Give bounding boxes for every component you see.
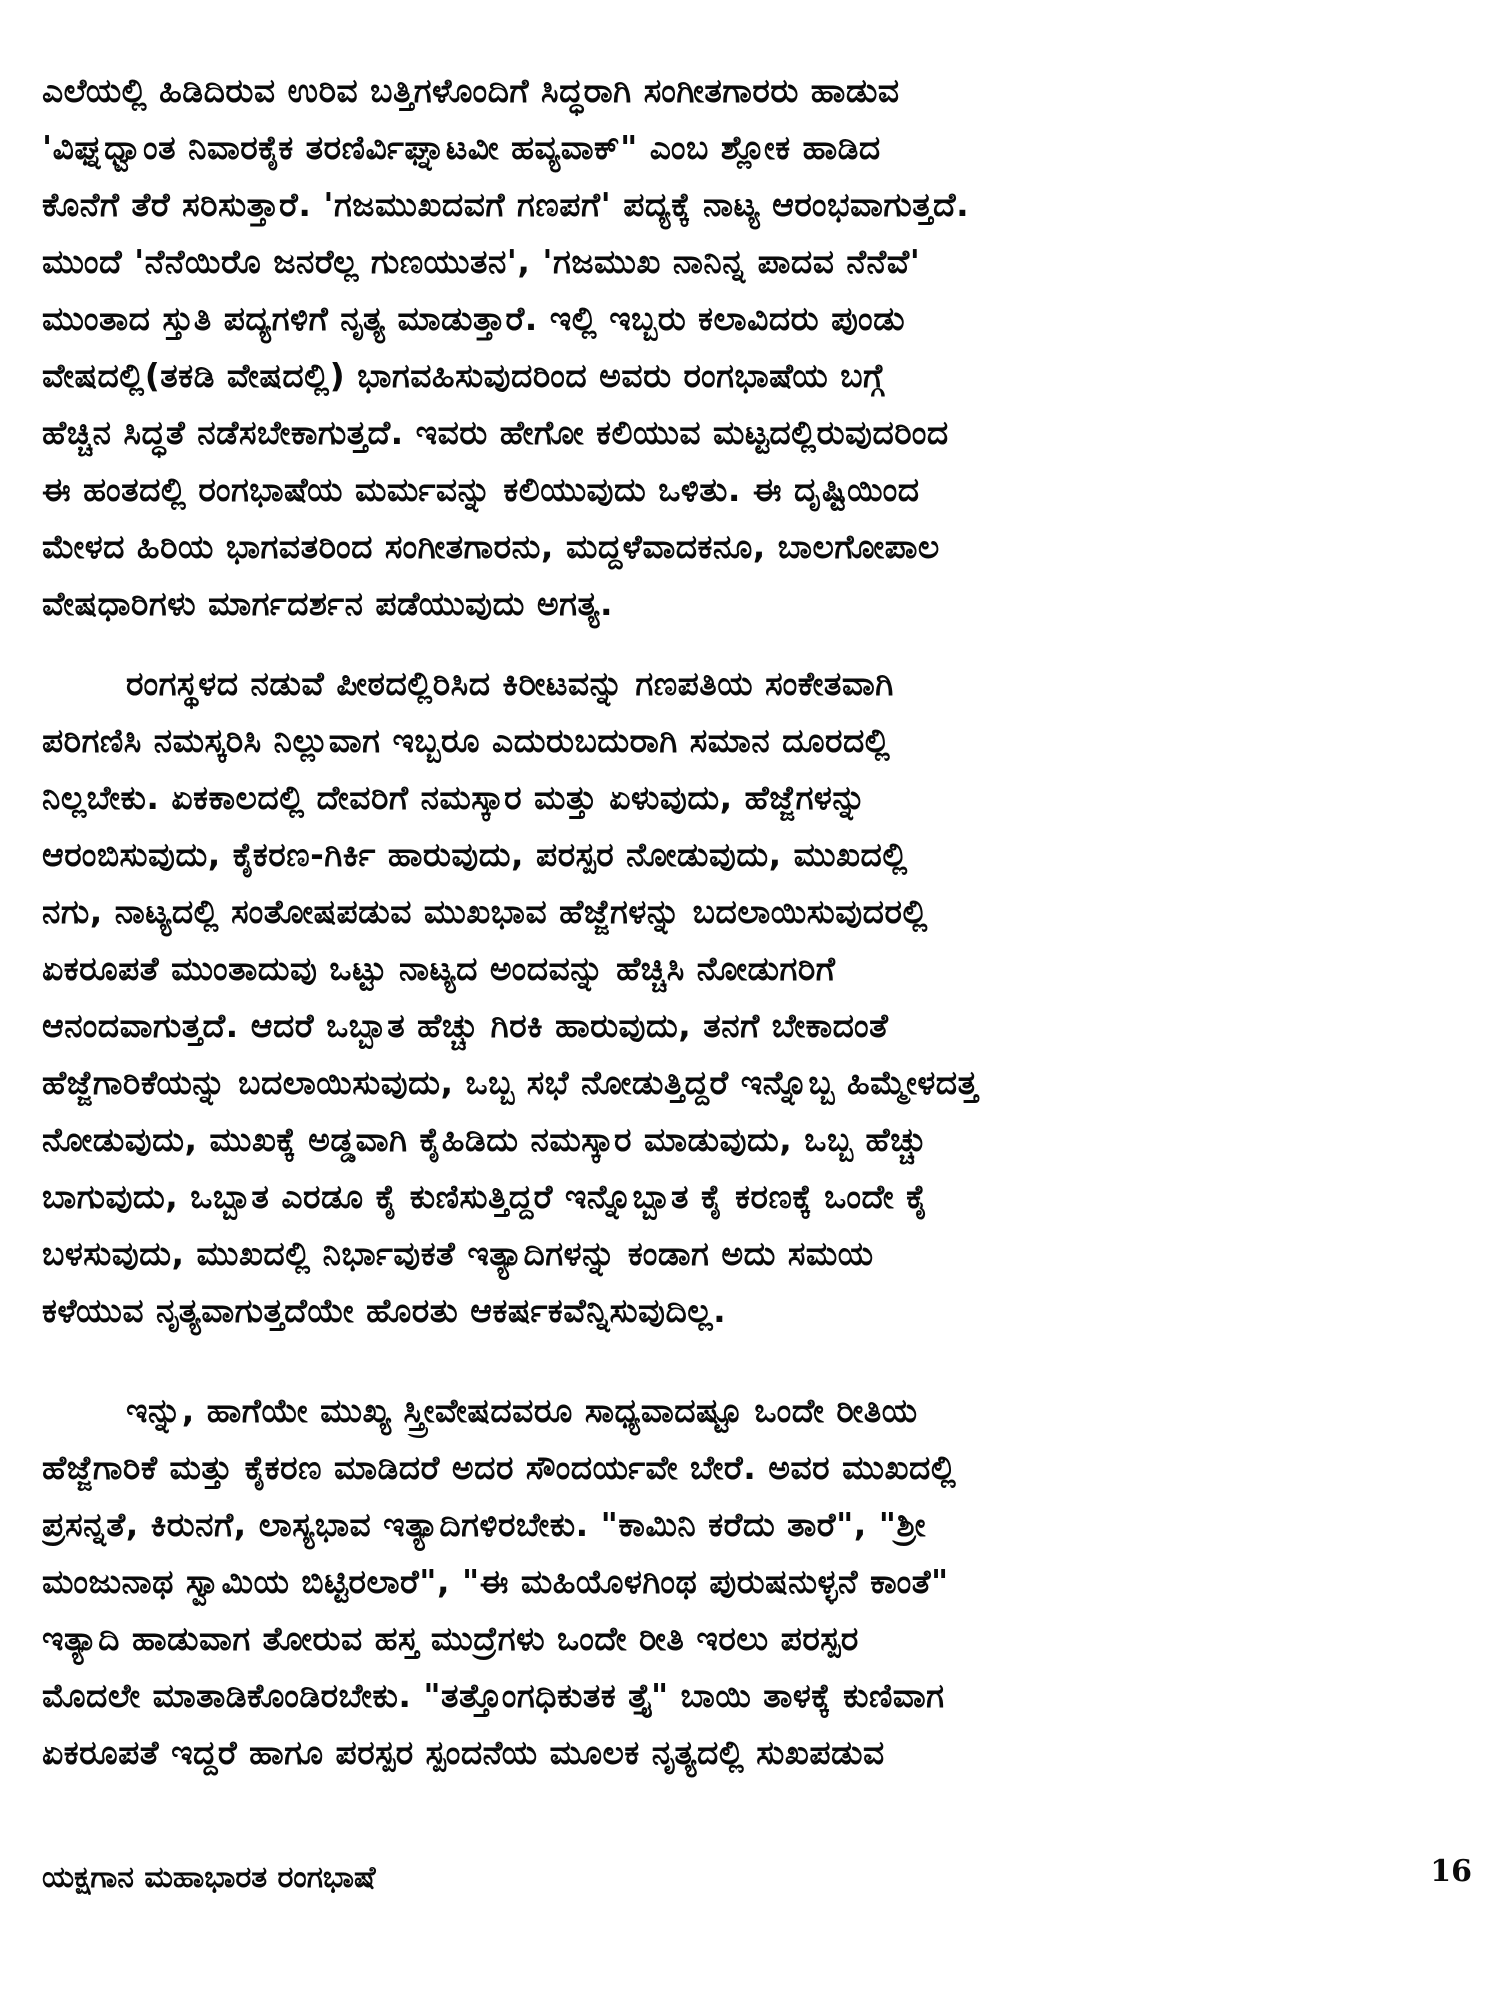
text-line: ಏಕರೂಪತೆ ಇದ್ದರೆ ಹಾಗೂ ಪರಸ್ಪರ ಸ್ಪಂದನೆಯ ಮೂಲಕ ನೃತ್ಯದಲ್ಲಿ ಸುಖಪಡುವ xyxy=(42,1733,885,1772)
text-line: ಕಳೆಯುವ ನೃತ್ಯವಾಗುತ್ತದೆಯೇ ಹೊರತು ಆಕರ್ಷಕವೆನ್ನಿಸುವುದಿಲ್ಲ. xyxy=(42,1291,727,1330)
text-line: ಮುಂದೆ 'ನೆನೆಯಿರೊ ಜನರೆಲ್ಲ ಗುಣಯುತನ', 'ಗಜಮುಖ ನಾನಿನ್ನ ಪಾದವ ನೆನೆವೆ' xyxy=(42,242,921,281)
text-line: ಇತ್ಯಾದಿ ಹಾಡುವಾಗ ತೋರುವ ಹಸ್ತ ಮುದ್ರೆಗಳು ಒಂದೇ ರೀತಿ ಇರಲು ಪರಸ್ಪರ xyxy=(42,1619,859,1658)
text-line: ಮಂಜುನಾಥ ಸ್ವಾಮಿಯ ಬಿಟ್ಟಿರಲಾರೆ", "ಈ ಮಹಿಯೊಳಗಿಂಥ ಪುರುಷನುಳ್ಳನೆ ಕಾಂತೆ" xyxy=(42,1562,949,1601)
text-line: ಈ ಹಂತದಲ್ಲಿ ರಂಗಭಾಷೆಯ ಮರ್ಮವನ್ನು ಕಲಿಯುವುದು ಒಳಿತು. ಈ ದೃಷ್ಟಿಯಿಂದ xyxy=(42,470,920,509)
text-line: ಆನಂದವಾಗುತ್ತದೆ. ಆದರೆ ಒಬ್ಬಾತ ಹೆಚ್ಚು ಗಿರಕಿ ಹಾರುವುದು, ತನಗೆ ಬೇಕಾದಂತೆ xyxy=(42,1006,889,1045)
text-line: ಹೆಚ್ಚಿನ ಸಿದ್ಧತೆ ನಡೆಸಬೇಕಾಗುತ್ತದೆ. ಇವರು ಹೇಗೋ ಕಲಿಯುವ ಮಟ್ಟದಲ್ಲಿರುವುದರಿಂದ xyxy=(42,413,949,452)
text-line: ರಂಗಸ್ಥಳದ ನಡುವೆ ಪೀಠದಲ್ಲಿರಿಸಿದ ಕಿರೀಟವನ್ನು ಗಣಪತಿಯ ಸಂಕೇತವಾಗಿ xyxy=(126,664,894,703)
text-line: ಪ್ರಸನ್ನತೆ, ಕಿರುನಗೆ, ಲಾಸ್ಯಭಾವ ಇತ್ಯಾದಿಗಳಿರಬೇಕು. "ಕಾಮಿನಿ ಕರೆದು ತಾರೆ", "ಶ್ರೀ xyxy=(42,1505,927,1544)
text-line: 'ವಿಘ್ನಧ್ವಾಂತ ನಿವಾರಕೈಕ ತರಣಿರ್ವಿಘ್ನಾಟವೀ ಹವ್ಯವಾಕ್" ಎಂಬ ಶ್ಲೋಕ ಹಾಡಿದ xyxy=(42,128,881,167)
text-line: ನಗು, ನಾಟ್ಯದಲ್ಲಿ ಸಂತೋಷಪಡುವ ಮುಖಭಾವ ಹೆಜ್ಜೆಗಳನ್ನು ಬದಲಾಯಿಸುವುದರಲ್ಲಿ xyxy=(42,892,928,931)
footer-book-title: ಯಕ್ಷಗಾನ ಮಹಾಭಾರತ ರಂಗಭಾಷೆ xyxy=(42,1860,376,1895)
text-line: ವೇಷಧಾರಿಗಳು ಮಾರ್ಗದರ್ಶನ ಪಡೆಯುವುದು ಅಗತ್ಯ. xyxy=(42,584,614,623)
text-line: ವೇಷದಲ್ಲಿ(ತಕಡಿ ವೇಷದಲ್ಲಿ) ಭಾಗವಹಿಸುವುದರಿಂದ ಅವರು ರಂಗಭಾಷೆಯ ಬಗ್ಗೆ xyxy=(42,356,885,395)
paragraph-2 xyxy=(42,655,1472,1339)
text-line: ನಿಲ್ಲಬೇಕು. ಏಕಕಾಲದಲ್ಲಿ ದೇವರಿಗೆ ನಮಸ್ಕಾರ ಮತ್ತು ಏಳುವುದು, ಹೆಜ್ಜೆಗಳನ್ನು xyxy=(42,778,867,817)
text-line: ಹೆಜ್ಜೆಗಾರಿಕೆಯನ್ನು ಬದಲಾಯಿಸುವುದು, ಒಬ್ಬ ಸಭೆ ನೋಡುತ್ತಿದ್ದರೆ ಇನ್ನೊಬ್ಬ ಹಿಮ್ಮೇಳದತ್ತ xyxy=(42,1063,979,1102)
text-line: ಮೊದಲೇ ಮಾತಾಡಿಕೊಂಡಿರಬೇಕು. "ತತ್ತೊಂಗಧಿಕುತಕ ತ್ತೈ" ಬಾಯಿ ತಾಳಕ್ಕೆ ಕುಣಿವಾಗ xyxy=(42,1676,945,1715)
text-line: ಬಾಗುವುದು, ಒಬ್ಬಾತ ಎರಡೂ ಕೈ ಕುಣಿಸುತ್ತಿದ್ದರೆ ಇನ್ನೊಬ್ಬಾತ ಕೈ ಕರಣಕ್ಕೆ ಒಂದೇ ಕೈ xyxy=(42,1177,929,1216)
text-line: ಮುಂತಾದ ಸ್ತುತಿ ಪದ್ಯಗಳಿಗೆ ನೃತ್ಯ ಮಾಡುತ್ತಾರೆ. ಇಲ್ಲಿ ಇಬ್ಬರು ಕಲಾವಿದರು ಪುಂಡು xyxy=(42,299,906,338)
text-line: ಕೊನೆಗೆ ತೆರೆ ಸರಿಸುತ್ತಾರೆ. 'ಗಜಮುಖದವಗೆ ಗಣಪಗೆ' ಪದ್ಯಕ್ಕೆ ನಾಟ್ಯ ಆರಂಭವಾಗುತ್ತದೆ. xyxy=(42,185,970,224)
text-line: ನೋಡುವುದು, ಮುಖಕ್ಕೆ ಅಡ್ಡವಾಗಿ ಕೈಹಿಡಿದು ನಮಸ್ಕಾರ ಮಾಡುವುದು, ಒಬ್ಬ ಹೆಚ್ಚು xyxy=(42,1120,928,1159)
text-line: ಏಕರೂಪತೆ ಮುಂತಾದುವು ಒಟ್ಟು ನಾಟ್ಯದ ಅಂದವನ್ನು ಹೆಚ್ಚಿಸಿ ನೋಡುಗರಿಗೆ xyxy=(42,949,836,988)
text-line: ಹೆಜ್ಜೆಗಾರಿಕೆ ಮತ್ತು ಕೈಕರಣ ಮಾಡಿದರೆ ಅದರ ಸೌಂದರ್ಯವೇ ಬೇರೆ. ಅವರ ಮುಖದಲ್ಲಿ xyxy=(42,1448,957,1487)
text-line: ಇನ್ನು, ಹಾಗೆಯೇ ಮುಖ್ಯ ಸ್ತ್ರೀವೇಷದವರೂ ಸಾಧ್ಯವಾದಷ್ಟೂ ಒಂದೇ ರೀತಿಯ xyxy=(126,1391,918,1430)
paragraph-1 xyxy=(42,62,1472,632)
text-line: ಮೇಳದ ಹಿರಿಯ ಭಾಗವತರಿಂದ ಸಂಗೀತಗಾರನು, ಮದ್ದಳೆವಾದಕನೂ, ಬಾಲಗೋಪಾಲ xyxy=(42,527,940,566)
page-number: 16 xyxy=(1430,1854,1472,1889)
text-line: ಬಳಸುವುದು, ಮುಖದಲ್ಲಿ ನಿರ್ಭಾವುಕತೆ ಇತ್ಯಾದಿಗಳನ್ನು ಕಂಡಾಗ ಅದು ಸಮಯ xyxy=(42,1234,874,1273)
paragraph-3 xyxy=(42,1382,1472,1781)
text-line: ಆರಂಬಿಸುವುದು, ಕೈಕರಣ-ಗಿರ್ಕಿ ಹಾರುವುದು, ಪರಸ್ಪರ ನೋಡುವುದು, ಮುಖದಲ್ಲಿ xyxy=(42,835,908,874)
text-line: ಎಲೆಯಲ್ಲಿ ಹಿಡಿದಿರುವ ಉರಿವ ಬತ್ತಿಗಳೊಂದಿಗೆ ಸಿದ್ಧರಾಗಿ ಸಂಗೀತಗಾರರು ಹಾಡುವ xyxy=(42,71,900,110)
text-line: ಪರಿಗಣಿಸಿ ನಮಸ್ಕರಿಸಿ ನಿಲ್ಲುವಾಗ ಇಬ್ಬರೂ ಎದುರುಬದುರಾಗಿ ಸಮಾನ ದೂರದಲ್ಲಿ xyxy=(42,721,891,760)
